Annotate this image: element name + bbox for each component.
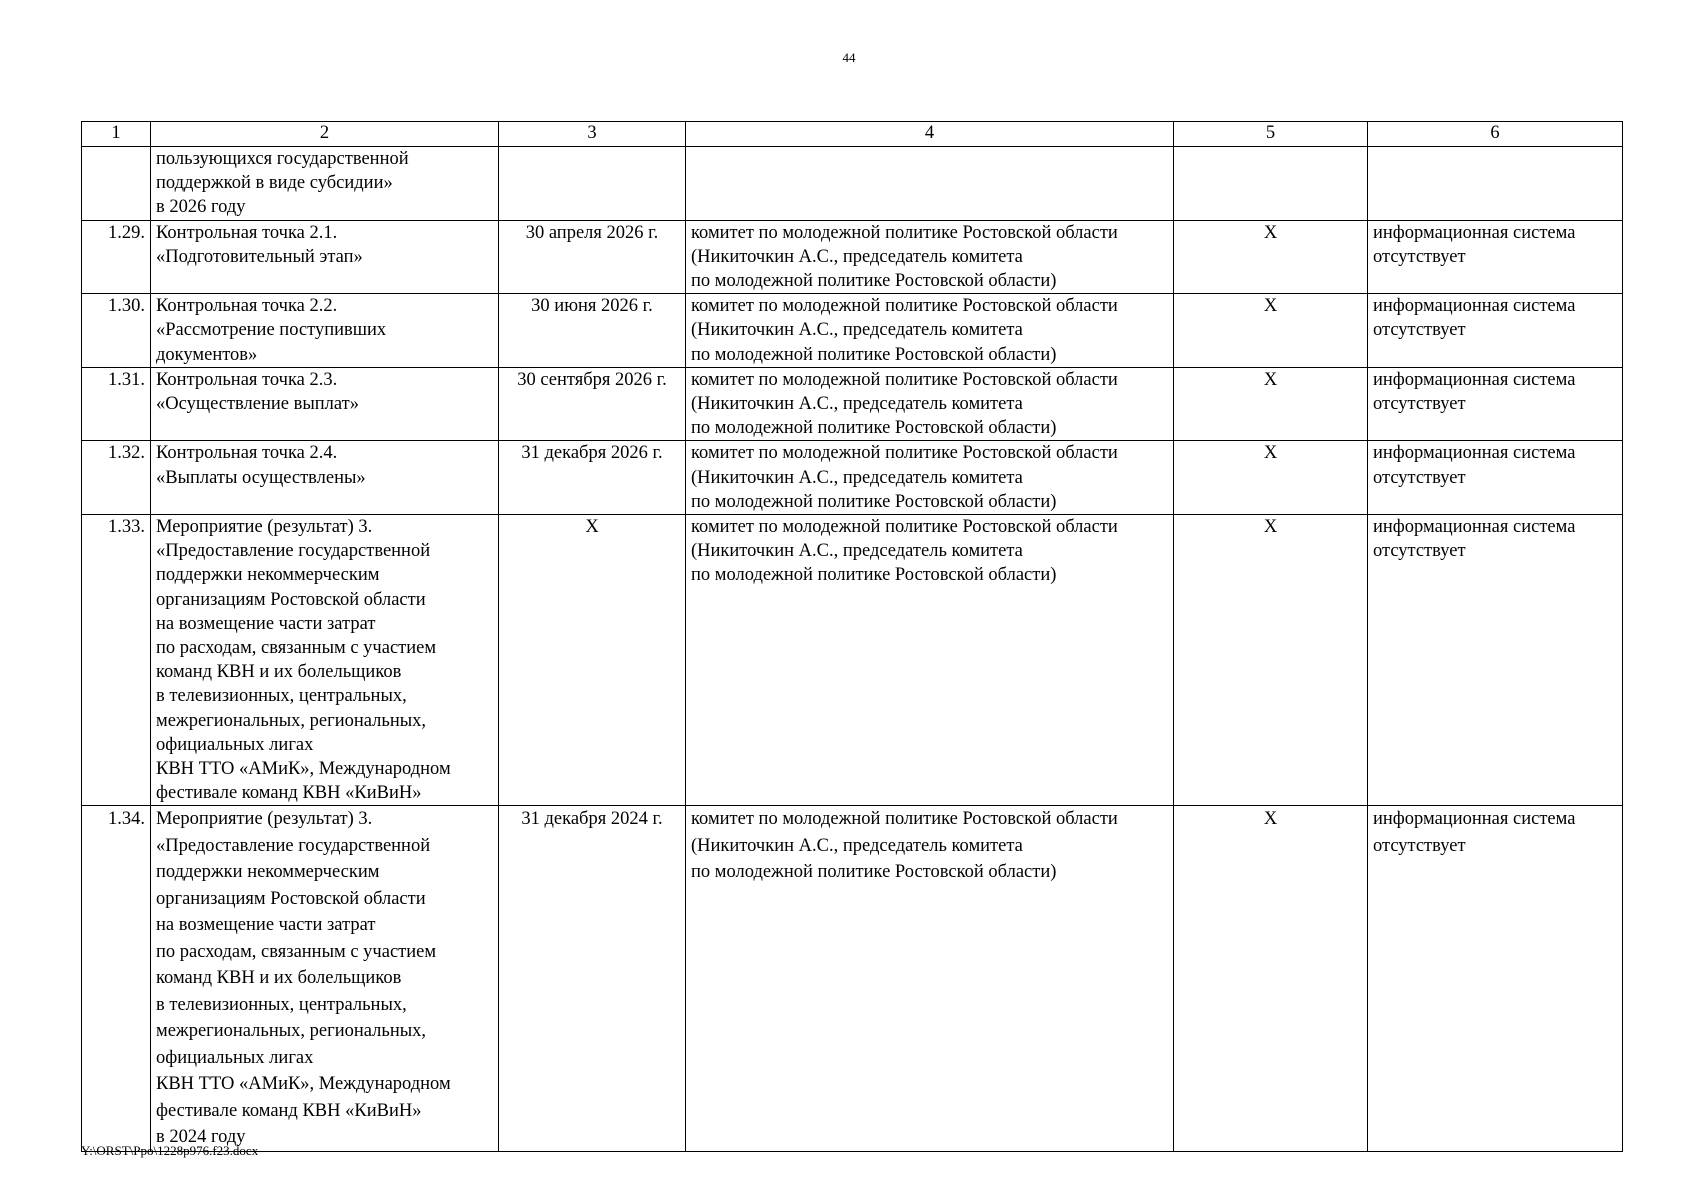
responsible-cell [686, 367, 1174, 441]
table-header-row [82, 122, 1623, 147]
table-row [82, 367, 1623, 441]
column-5-cell: Х [1174, 294, 1368, 368]
page-number: 44 [842, 50, 856, 65]
information-system-line: отсутствует [1373, 246, 1466, 267]
activity-name-cell [151, 294, 499, 368]
responsible-line: по молодежной политике Ростовской области) [691, 418, 1057, 439]
information-system-cell [1368, 515, 1623, 806]
row-number-cell: 1.30. [82, 294, 151, 368]
deadline-cell: 30 сентября 2026 г. [499, 367, 686, 441]
responsible-line: (Никиточкин А.С., председатель комитета [691, 835, 1023, 856]
activity-name-line: КВН ТТО «АМиК», Международном [156, 759, 451, 780]
responsible-line: по молодежной политике Ростовской области) [691, 862, 1057, 883]
activity-name-line: Контрольная точка 2.1. [156, 222, 338, 243]
information-system-line: информационная система [1373, 517, 1576, 538]
activity-name-cell [151, 220, 499, 294]
activity-name-line: в 2024 году [156, 1127, 246, 1148]
deadline-cell: 30 июня 2026 г. [499, 294, 686, 368]
table-row [82, 220, 1623, 294]
activity-name-line: фестивале команд КВН «КиВиН» [156, 783, 422, 804]
deadline-cell: 31 декабря 2026 г. [499, 441, 686, 515]
responsible-line: комитет по молодежной политике Ростовской области [691, 222, 1118, 243]
responsible-line: комитет по молодежной политике Ростовской области [691, 296, 1118, 317]
responsible-line: (Никиточкин А.С., председатель комитета [691, 467, 1023, 488]
activity-name-line: команд КВН и их болельщиков [156, 968, 402, 989]
activity-name-line: «Рассмотрение поступивших [156, 320, 387, 341]
activity-name-line: на возмещение части затрат [156, 915, 376, 936]
activity-name-line: поддержки некоммерческим [156, 862, 380, 883]
activity-name-cell [151, 441, 499, 515]
information-system-line: информационная система [1373, 369, 1576, 390]
activity-name-line: в телевизионных, центральных, [156, 994, 407, 1015]
column-5-cell: Х [1174, 367, 1368, 441]
activity-name-line: межрегиональных, региональных, [156, 1021, 427, 1042]
responsible-line: комитет по молодежной политике Ростовской области [691, 809, 1118, 830]
header-cell-3: 3 [499, 122, 686, 147]
table-row [82, 294, 1623, 368]
activity-name-line: в телевизионных, центральных, [156, 686, 407, 707]
information-system-cell [1368, 147, 1623, 221]
activity-name-line: Мероприятие (результат) 3. [156, 809, 373, 830]
header-cell-6: 6 [1368, 122, 1623, 147]
row-number-cell: 1.33. [82, 515, 151, 806]
activity-name-line: документов» [156, 344, 258, 365]
activity-name-line: поддержки некоммерческим [156, 565, 380, 586]
responsible-cell [686, 294, 1174, 368]
information-system-cell [1368, 367, 1623, 441]
information-system-line: информационная система [1373, 296, 1576, 317]
deadline-cell [499, 147, 686, 221]
activity-name-line: «Предоставление государственной [156, 835, 431, 856]
information-system-line: отсутствует [1373, 835, 1466, 856]
responsible-cell [686, 806, 1174, 1152]
activity-name-line: Мероприятие (результат) 3. [156, 517, 373, 538]
activities-table [81, 121, 1623, 1152]
activity-name-line: «Выплаты осуществлены» [156, 467, 366, 488]
activity-name-line: Контрольная точка 2.2. [156, 296, 338, 317]
responsible-cell [686, 220, 1174, 294]
file-path-footer: Y:\ORST\Ppo\1228p976.f23.docx [81, 1143, 259, 1158]
table-row [82, 515, 1623, 806]
activity-name-line: по расходам, связанным с участием [156, 638, 437, 659]
responsible-line: по молодежной политике Ростовской области) [691, 565, 1057, 586]
header-cell-5: 5 [1174, 122, 1368, 147]
table-row [82, 806, 1623, 1152]
responsible-cell [686, 147, 1174, 221]
activity-name-line: пользующихся государственной [156, 149, 409, 169]
activity-name-line: официальных лигах [156, 1047, 314, 1068]
activity-name-line: Контрольная точка 2.3. [156, 369, 338, 390]
row-number-cell: 1.31. [82, 367, 151, 441]
responsible-line: (Никиточкин А.С., председатель комитета [691, 320, 1023, 341]
row-number-cell [82, 147, 151, 221]
deadline-cell: 30 апреля 2026 г. [499, 220, 686, 294]
activity-name-line: на возмещение части затрат [156, 613, 376, 634]
column-5-cell: Х [1174, 515, 1368, 806]
column-5-cell: Х [1174, 441, 1368, 515]
activity-name-line: по расходам, связанным с участием [156, 941, 437, 962]
header-cell-1: 1 [82, 122, 151, 147]
table-row [82, 147, 1623, 221]
header-cell-2: 2 [151, 122, 499, 147]
activity-name-line: «Предоставление государственной [156, 541, 431, 562]
information-system-line: отсутствует [1373, 394, 1466, 415]
responsible-line: по молодежной политике Ростовской области) [691, 491, 1057, 512]
activity-name-cell [151, 515, 499, 806]
activity-name-cell [151, 147, 499, 221]
responsible-line: комитет по молодежной политике Ростовской области [691, 443, 1118, 464]
activity-name-line: поддержкой в виде субсидии» [156, 173, 393, 194]
responsible-line: по молодежной политике Ростовской области) [691, 344, 1057, 365]
column-5-cell: Х [1174, 806, 1368, 1152]
information-system-line: отсутствует [1373, 320, 1466, 341]
activity-name-line: КВН ТТО «АМиК», Международном [156, 1074, 451, 1095]
responsible-cell [686, 515, 1174, 806]
responsible-line: комитет по молодежной политике Ростовской области [691, 517, 1118, 538]
responsible-line: (Никиточкин А.С., председатель комитета [691, 246, 1023, 267]
information-system-cell [1368, 294, 1623, 368]
row-number-cell: 1.34. [82, 806, 151, 1152]
row-number-cell: 1.29. [82, 220, 151, 294]
activity-name-line: «Подготовительный этап» [156, 246, 363, 267]
information-system-cell [1368, 441, 1623, 515]
responsible-line: по молодежной политике Ростовской области) [691, 271, 1057, 292]
information-system-line: информационная система [1373, 443, 1576, 464]
activity-name-line: организациям Ростовской области [156, 888, 426, 909]
column-5-cell [1174, 147, 1368, 221]
activity-name-cell [151, 806, 499, 1152]
activity-name-line: официальных лигах [156, 734, 314, 755]
column-5-cell: Х [1174, 220, 1368, 294]
deadline-cell: 31 декабря 2024 г. [499, 806, 686, 1152]
row-number-cell: 1.32. [82, 441, 151, 515]
header-cell-4: 4 [686, 122, 1174, 147]
deadline-cell: Х [499, 515, 686, 806]
responsible-line: комитет по молодежной политике Ростовской области [691, 369, 1118, 390]
information-system-line: информационная система [1373, 222, 1576, 243]
table-row [82, 441, 1623, 515]
information-system-cell [1368, 806, 1623, 1152]
activity-name-line: команд КВН и их болельщиков [156, 662, 402, 683]
activity-name-line: Контрольная точка 2.4. [156, 443, 338, 464]
activity-name-line: «Осуществление выплат» [156, 394, 359, 415]
responsible-line: (Никиточкин А.С., председатель комитета [691, 541, 1023, 562]
responsible-cell [686, 441, 1174, 515]
activity-name-line: в 2026 году [156, 197, 246, 218]
activity-name-cell [151, 367, 499, 441]
activity-name-line: фестивале команд КВН «КиВиН» [156, 1100, 422, 1121]
information-system-line: отсутствует [1373, 541, 1466, 562]
activity-name-line: межрегиональных, региональных, [156, 710, 427, 731]
responsible-line: (Никиточкин А.С., председатель комитета [691, 394, 1023, 415]
information-system-line: информационная система [1373, 809, 1576, 830]
information-system-line: отсутствует [1373, 467, 1466, 488]
information-system-cell [1368, 220, 1623, 294]
activity-name-line: организациям Ростовской области [156, 589, 426, 610]
